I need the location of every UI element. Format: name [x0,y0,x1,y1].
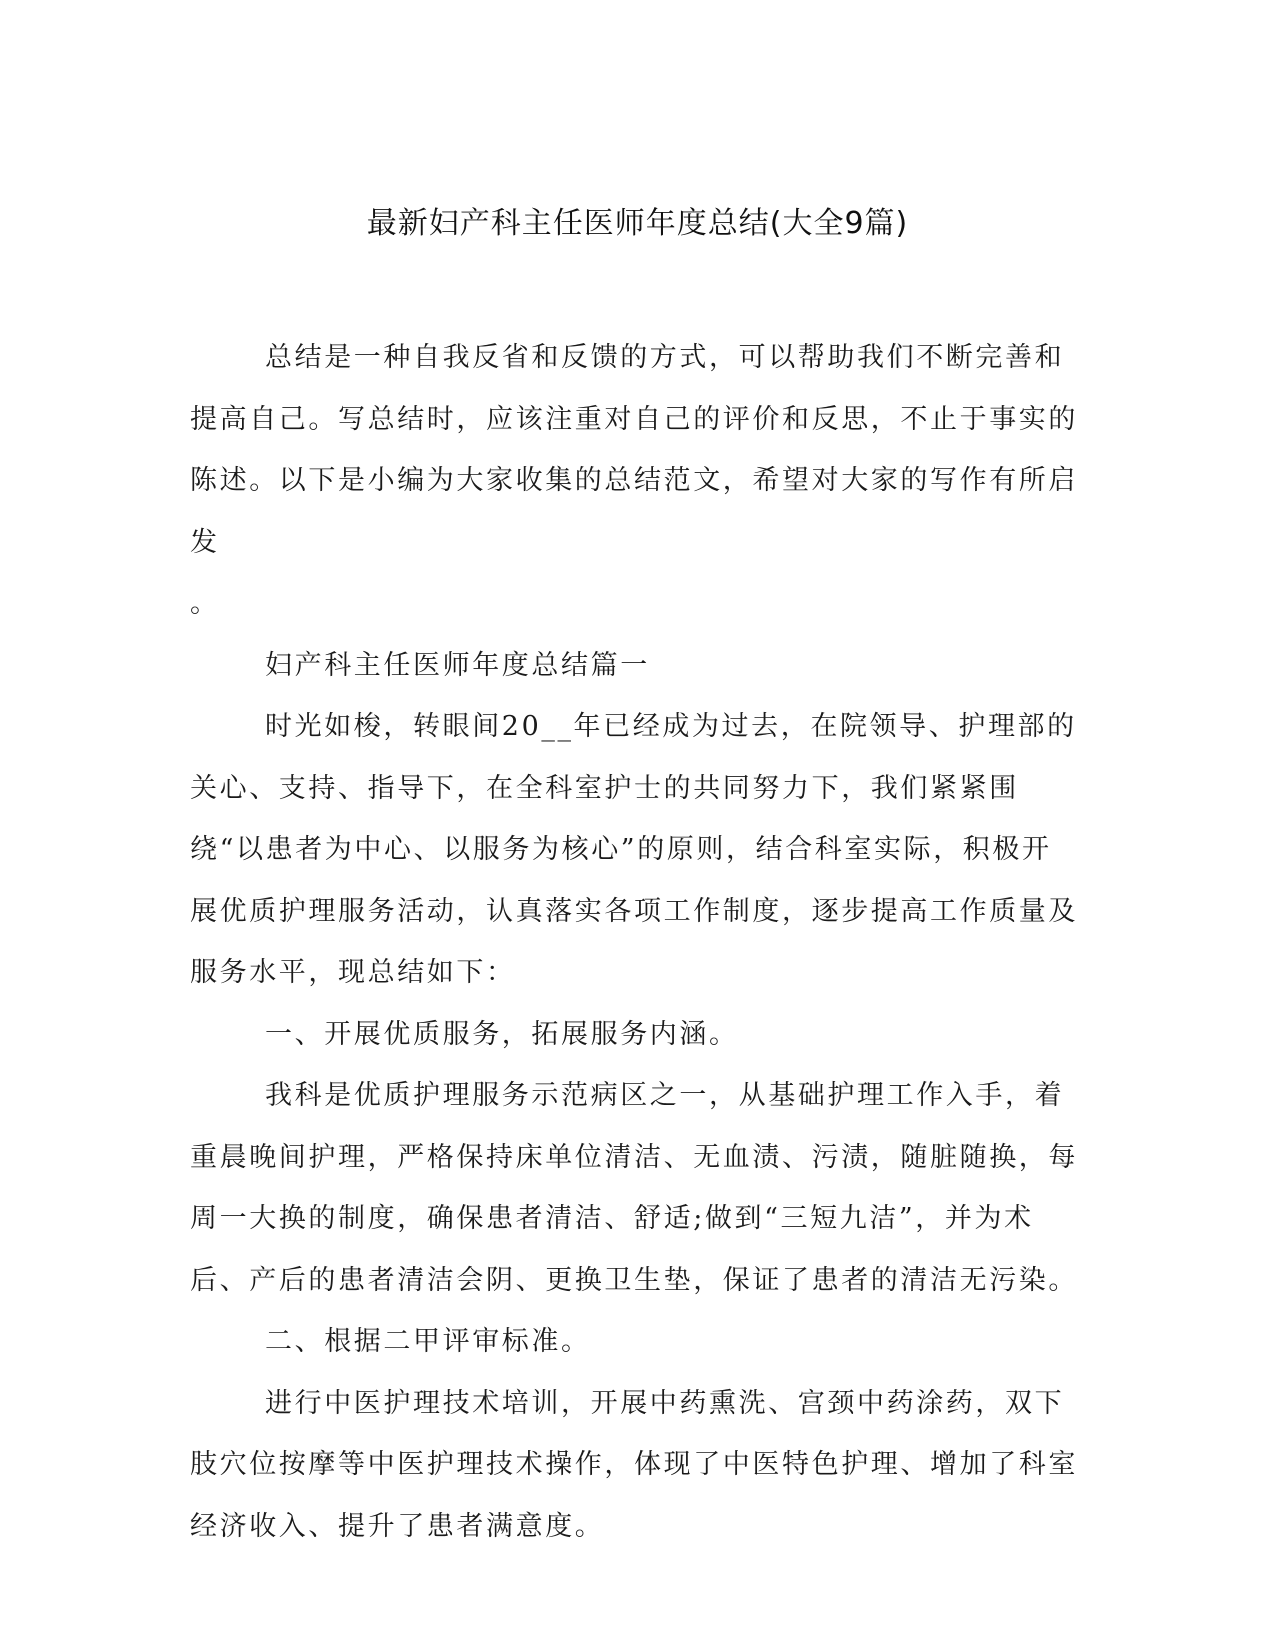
subsection-heading: 二、根据二甲评审标准。 [265,1326,591,1357]
body-paragraph: 进行中医护理技术培训，开展中药熏洗、宫颈中药涂药，双下肢穴位按摩等中医护理技术操作，体现了中医特色护理、增加了科室经济收入、提升了患者满意度。 [190,1387,1078,1542]
document-title: 最新妇产科主任医师年度总结(大全9篇) [366,206,909,241]
subsection-heading: 一、开展优质服务，拓展服务内涵。 [265,1018,739,1050]
intro-paragraph-end: 。 [190,588,220,619]
intro-paragraph: 总结是一种自我反省和反馈的方式，可以帮助我们不断完善和提高自己。写总结时，应该注重对自己的评价和反思，不止于事实的陈述。以下是小编为大家收集的总结范文，希望对大家的写作有所启发 [190,342,1078,558]
body-paragraph: 我科是优质护理服务示范病区之一，从基础护理工作入手，着重晨晚间护理，严格保持床单位清洁、无血渍、污渍，随脏随换，每周一大换的制度，确保患者清洁、舒适;做到“三短九洁”，并为术后、产后的患者清洁会阴、更换卫生垫，保证了患者的清洁无污染。 [190,1080,1078,1296]
document-body [190,327,1080,1557]
section-heading: 妇产科主任医师年度总结篇一 [265,649,650,681]
body-paragraph: 时光如梭，转眼间20__年已经成为过去，在院领导、护理部的关心、支持、指导下，在全科室护士的共同努力下，我们紧紧围绕“以患者为中心、以服务为核心”的原则，结合科室实际，积极开展优质护理服务活动，认真落实各项工作制度，逐步提高工作质量及服务水平，现总结如下： [190,711,1078,988]
